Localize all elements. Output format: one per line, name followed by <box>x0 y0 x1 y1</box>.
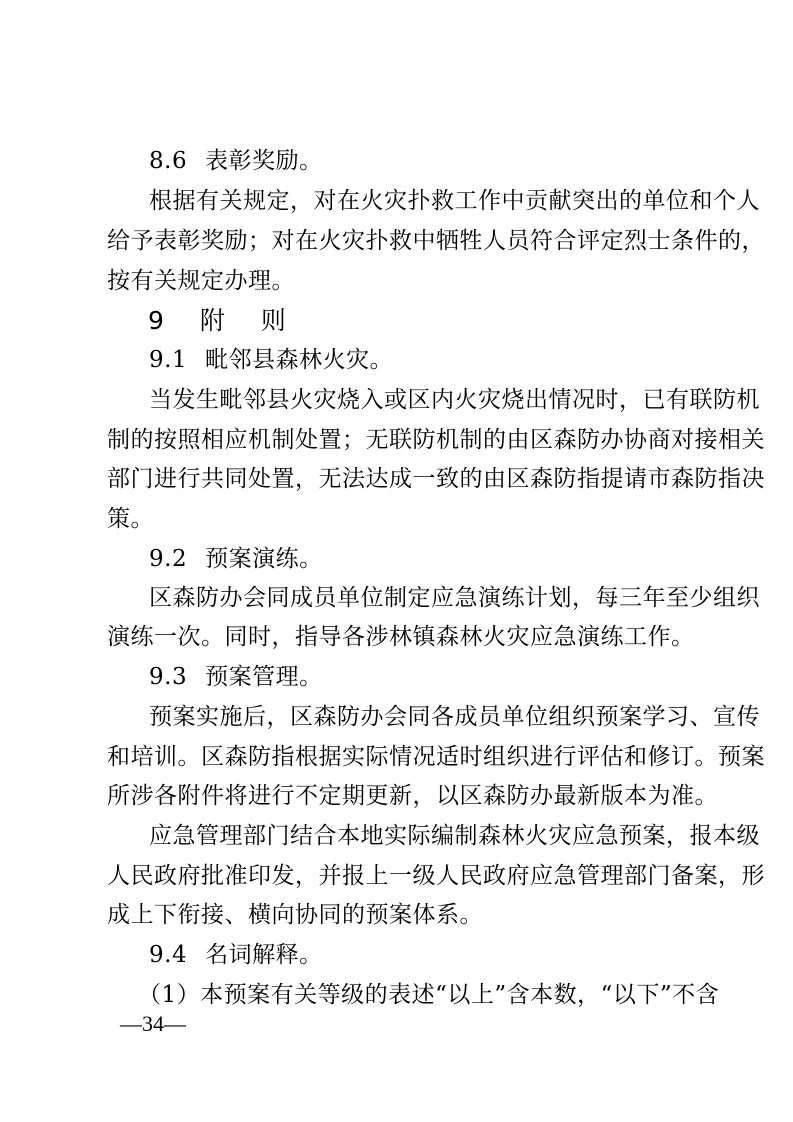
section-title: 名词解释。 <box>205 942 323 968</box>
paragraph-line: 制的按照相应机制处置；无联防机制的由区森防办协商对接相关 <box>107 427 765 453</box>
paragraph-line: 按有关规定办理。 <box>107 268 295 294</box>
paragraph-line: 应急管理部门结合本地实际编制森林火灾应急预案，报本级 <box>149 823 760 849</box>
paragraph-line: 当发生毗邻县火灾烧入或区内火灾烧出情况时，已有联防机 <box>149 387 760 413</box>
section-9-3-heading <box>149 662 323 692</box>
section-title: 预案管理。 <box>205 664 323 690</box>
paragraph-line: 策。 <box>107 506 154 532</box>
paragraph-line: 人民政府批准印发，并报上一级人民政府应急管理部门备案，形 <box>107 863 765 889</box>
paragraph-line: 给予表彰奖励；对在火灾扑救中牺牲人员符合评定烈士条件的， <box>107 228 765 254</box>
paragraph-line: 区森防办会同成员单位制定应急演练计划，每三年至少组织 <box>149 585 760 611</box>
paragraph-line: （1）本预案有关等级的表述“以上”含本数，“以下”不含 <box>138 982 720 1008</box>
paragraph-line: 演练一次。同时，指导各涉林镇森林火灾应急演练工作。 <box>107 624 695 650</box>
chapter-heading: 9 附 则 <box>148 306 300 335</box>
section-title: 预案演练。 <box>205 546 323 572</box>
section-title: 表彰奖励。 <box>205 148 323 174</box>
section-9-1-heading <box>149 345 393 375</box>
paragraph-line: 部门进行共同处置，无法达成一致的由区森防指提请市森防指决 <box>107 466 765 492</box>
section-number: 9.3 <box>149 664 188 690</box>
section-8-6-heading <box>149 146 323 176</box>
section-9-2-heading <box>149 544 323 574</box>
section-title: 毗邻县森林火灾。 <box>205 347 394 373</box>
paragraph-line: 所涉各附件将进行不定期更新，以区森防办最新版本为准。 <box>107 783 718 809</box>
section-9-4-heading <box>149 940 323 970</box>
section-number: 9.2 <box>149 546 188 572</box>
page-number: —34— <box>120 1011 186 1036</box>
section-number: 8.6 <box>149 148 188 174</box>
paragraph-line: 和培训。区森防指根据实际情况适时组织进行评估和修订。预案 <box>107 744 765 770</box>
section-number: 9.1 <box>149 347 188 373</box>
paragraph-line: 成上下衔接、横向协同的预案体系。 <box>107 902 483 928</box>
paragraph-line: 预案实施后，区森防办会同各成员单位组织预案学习、宣传 <box>149 704 760 730</box>
paragraph-line: 根据有关规定，对在火灾扑救工作中贡献突出的单位和个人 <box>149 188 760 214</box>
section-number: 9.4 <box>149 942 188 968</box>
